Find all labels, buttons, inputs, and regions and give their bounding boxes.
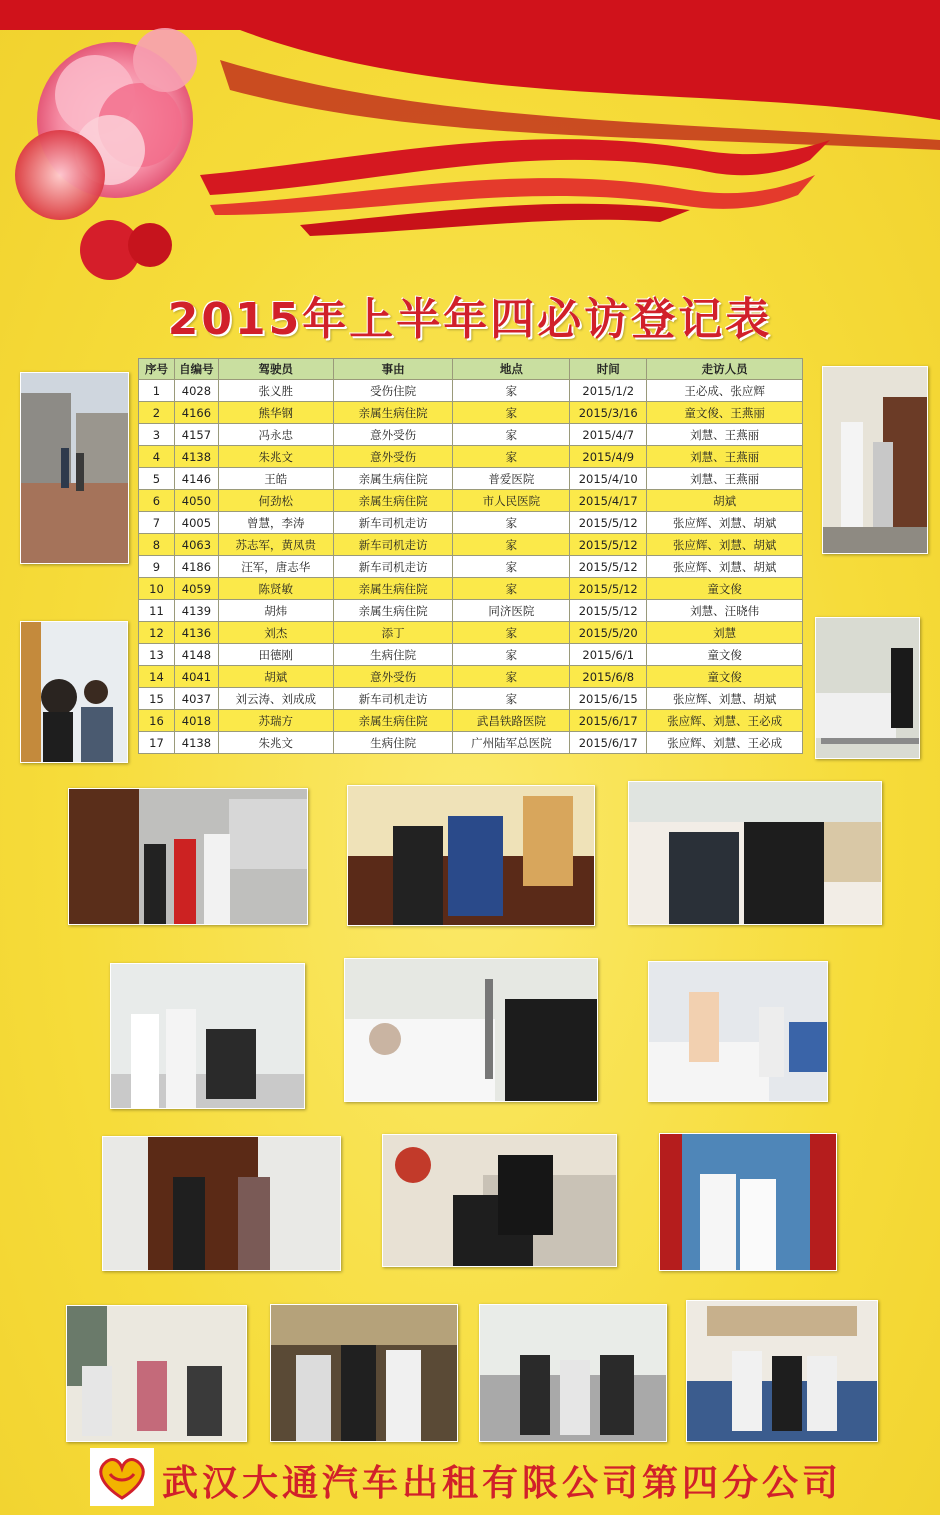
- cell-visitors: 刘慧、王燕丽: [647, 446, 803, 468]
- cell-location: 普爱医院: [453, 468, 570, 490]
- cell-reason: 新车司机走访: [333, 556, 453, 578]
- cell-visitors: 童文俊: [647, 578, 803, 600]
- cell-visitors: 张应辉、刘慧、王必成: [647, 732, 803, 754]
- cell-driver: 何劲松: [218, 490, 333, 512]
- cell-visitors: 刘慧: [647, 622, 803, 644]
- photo-demolition-site: [20, 372, 129, 564]
- photo-living-room-three: [686, 1300, 878, 1442]
- cell-reason: 新车司机走访: [333, 534, 453, 556]
- photo-bedside-elder: [344, 958, 598, 1102]
- cell-date: 2015/5/12: [570, 556, 647, 578]
- cell-date: 2015/4/17: [570, 490, 647, 512]
- col-header-index: 序号: [139, 359, 175, 380]
- page-title: 2015年上半年四必访登记表: [167, 294, 773, 345]
- cell-visitors: 刘慧、王燕丽: [647, 468, 803, 490]
- cell-date: 2015/6/15: [570, 688, 647, 710]
- cell-id: 4146: [174, 468, 218, 490]
- photo-sofa-visit: [347, 785, 595, 926]
- cell-reason: 亲属生病住院: [333, 600, 453, 622]
- photo-indoor-pair: [628, 781, 882, 925]
- cell-index: 9: [139, 556, 175, 578]
- cell-id: 4138: [174, 732, 218, 754]
- table-row: [139, 600, 803, 622]
- table-row: [139, 732, 803, 754]
- table-row: [139, 556, 803, 578]
- table-row: [139, 666, 803, 688]
- photo-three-standing: [270, 1304, 458, 1442]
- cell-date: 2015/5/12: [570, 534, 647, 556]
- cell-visitors: 张应辉、刘慧、胡斌: [647, 688, 803, 710]
- cell-date: 2015/6/17: [570, 732, 647, 754]
- cell-id: 4059: [174, 578, 218, 600]
- cell-date: 2015/6/17: [570, 710, 647, 732]
- cell-reason: 生病住院: [333, 644, 453, 666]
- cell-driver: 苏瑞方: [218, 710, 333, 732]
- cell-location: 家: [453, 446, 570, 468]
- cell-date: 2015/3/16: [570, 402, 647, 424]
- cell-id: 4138: [174, 446, 218, 468]
- cell-driver: 苏志军，黄凤贵: [218, 534, 333, 556]
- cell-id: 4063: [174, 534, 218, 556]
- col-header-date: 时间: [570, 359, 647, 380]
- cell-reason: 意外受伤: [333, 446, 453, 468]
- photo-living-room-rest: [382, 1134, 617, 1267]
- cell-date: 2015/5/12: [570, 512, 647, 534]
- cell-date: 2015/4/9: [570, 446, 647, 468]
- table-row: [139, 402, 803, 424]
- cell-location: 家: [453, 578, 570, 600]
- cell-reason: 亲属生病住院: [333, 468, 453, 490]
- cell-index: 4: [139, 446, 175, 468]
- cell-reason: 亲属生病住院: [333, 490, 453, 512]
- cell-visitors: 童文俊: [647, 644, 803, 666]
- cell-id: 4136: [174, 622, 218, 644]
- cell-id: 4186: [174, 556, 218, 578]
- cell-location: 家: [453, 424, 570, 446]
- peony-flower-icon: [15, 28, 197, 280]
- cell-index: 11: [139, 600, 175, 622]
- cell-location: 家: [453, 512, 570, 534]
- cell-location: 武昌铁路医院: [453, 710, 570, 732]
- cell-visitors: 童文俊、王燕丽: [647, 402, 803, 424]
- cell-driver: 陈贤敏: [218, 578, 333, 600]
- cell-location: 家: [453, 666, 570, 688]
- cell-date: 2015/6/1: [570, 644, 647, 666]
- cell-index: 17: [139, 732, 175, 754]
- table-header-row: [139, 359, 803, 380]
- cell-location: 家: [453, 644, 570, 666]
- cell-driver: 刘云涛、刘成成: [218, 688, 333, 710]
- col-header-reason: 事由: [333, 359, 453, 380]
- cell-date: 2015/5/12: [570, 600, 647, 622]
- cell-reason: 新车司机走访: [333, 512, 453, 534]
- photo-hospital-bed-1: [815, 617, 920, 759]
- cell-reason: 意外受伤: [333, 666, 453, 688]
- cell-index: 13: [139, 644, 175, 666]
- company-heart-logo-icon: [90, 1448, 154, 1506]
- cell-reason: 受伤住院: [333, 380, 453, 402]
- cell-index: 16: [139, 710, 175, 732]
- cell-reason: 生病住院: [333, 732, 453, 754]
- cell-id: 4028: [174, 380, 218, 402]
- col-header-driver: 驾驶员: [218, 359, 333, 380]
- photo-wheelchair-visit: [20, 621, 128, 763]
- peony-banner: [0, 0, 940, 300]
- cell-location: 家: [453, 688, 570, 710]
- photo-ward-beds: [648, 961, 828, 1102]
- cell-date: 2015/5/20: [570, 622, 647, 644]
- cell-id: 4139: [174, 600, 218, 622]
- cell-location: 家: [453, 380, 570, 402]
- table-row: [139, 446, 803, 468]
- table-row: [139, 578, 803, 600]
- cell-reason: 添丁: [333, 622, 453, 644]
- table-row: [139, 380, 803, 402]
- cell-driver: 胡炜: [218, 600, 333, 622]
- cell-reason: 亲属生病住院: [333, 402, 453, 424]
- cell-visitors: 童文俊: [647, 666, 803, 688]
- col-header-location: 地点: [453, 359, 570, 380]
- col-header-visitors: 走访人员: [647, 359, 803, 380]
- cell-driver: 田德刚: [218, 644, 333, 666]
- cell-date: 2015/5/12: [570, 578, 647, 600]
- cell-driver: 胡斌: [218, 666, 333, 688]
- cell-index: 8: [139, 534, 175, 556]
- col-header-id: 自编号: [174, 359, 218, 380]
- cell-reason: 亲属生病住院: [333, 710, 453, 732]
- cell-visitors: 刘慧、王燕丽: [647, 424, 803, 446]
- cell-index: 12: [139, 622, 175, 644]
- cell-driver: 刘杰: [218, 622, 333, 644]
- table-row: [139, 622, 803, 644]
- table-row: [139, 688, 803, 710]
- cell-date: 2015/4/7: [570, 424, 647, 446]
- cell-date: 2015/6/8: [570, 666, 647, 688]
- cell-driver: 曾慧，李涛: [218, 512, 333, 534]
- red-ribbon-icon: [200, 139, 830, 236]
- cell-reason: 意外受伤: [333, 424, 453, 446]
- cell-location: 家: [453, 534, 570, 556]
- cell-index: 15: [139, 688, 175, 710]
- table-row: [139, 512, 803, 534]
- cell-index: 10: [139, 578, 175, 600]
- cell-id: 4157: [174, 424, 218, 446]
- cell-location: 家: [453, 556, 570, 578]
- cell-index: 7: [139, 512, 175, 534]
- table-row: [139, 490, 803, 512]
- photo-ward-group: [110, 963, 305, 1109]
- cell-driver: 冯永忠: [218, 424, 333, 446]
- cell-visitors: 张应辉、刘慧、胡斌: [647, 534, 803, 556]
- cell-visitors: 张应辉、刘慧、胡斌: [647, 512, 803, 534]
- cell-id: 4041: [174, 666, 218, 688]
- photo-room-gathering: [66, 1305, 247, 1442]
- cell-index: 6: [139, 490, 175, 512]
- cell-date: 2015/4/10: [570, 468, 647, 490]
- cell-location: 家: [453, 402, 570, 424]
- cell-visitors: 张应辉、刘慧、王必成: [647, 710, 803, 732]
- table-row: [139, 644, 803, 666]
- cell-index: 14: [139, 666, 175, 688]
- cell-date: 2015/1/2: [570, 380, 647, 402]
- visit-register-table: [138, 358, 803, 754]
- cell-visitors: 刘慧、汪晓伟: [647, 600, 803, 622]
- photo-front-door-pair: [102, 1136, 341, 1271]
- company-name: 武汉大通汽车出租有限公司第四分公司: [162, 1463, 843, 1504]
- photo-doorway-group: [68, 788, 308, 925]
- cell-visitors: 王必成、张应辉: [647, 380, 803, 402]
- cell-location: 市人民医院: [453, 490, 570, 512]
- cell-location: 广州陆军总医院: [453, 732, 570, 754]
- table-row: [139, 468, 803, 490]
- cell-visitors: 胡斌: [647, 490, 803, 512]
- cell-index: 1: [139, 380, 175, 402]
- cell-id: 4050: [174, 490, 218, 512]
- cell-index: 3: [139, 424, 175, 446]
- cell-id: 4148: [174, 644, 218, 666]
- cell-location: 同济医院: [453, 600, 570, 622]
- cell-id: 4166: [174, 402, 218, 424]
- cell-visitors: 张应辉、刘慧、胡斌: [647, 556, 803, 578]
- cell-reason: 亲属生病住院: [333, 578, 453, 600]
- cell-index: 2: [139, 402, 175, 424]
- cell-driver: 汪军，唐志华: [218, 556, 333, 578]
- table-row: [139, 534, 803, 556]
- cell-id: 4037: [174, 688, 218, 710]
- photo-gate-pair: [659, 1133, 837, 1271]
- cell-driver: 朱兆文: [218, 732, 333, 754]
- cell-index: 5: [139, 468, 175, 490]
- cell-id: 4005: [174, 512, 218, 534]
- table-row: [139, 424, 803, 446]
- cell-location: 家: [453, 622, 570, 644]
- cell-id: 4018: [174, 710, 218, 732]
- cell-driver: 王皓: [218, 468, 333, 490]
- table-row: [139, 710, 803, 732]
- photo-sofa-three: [479, 1304, 667, 1442]
- cell-driver: 张义胜: [218, 380, 333, 402]
- cell-reason: 新车司机走访: [333, 688, 453, 710]
- cell-driver: 朱兆文: [218, 446, 333, 468]
- cell-driver: 熊华钢: [218, 402, 333, 424]
- photo-handshake-door: [822, 366, 928, 554]
